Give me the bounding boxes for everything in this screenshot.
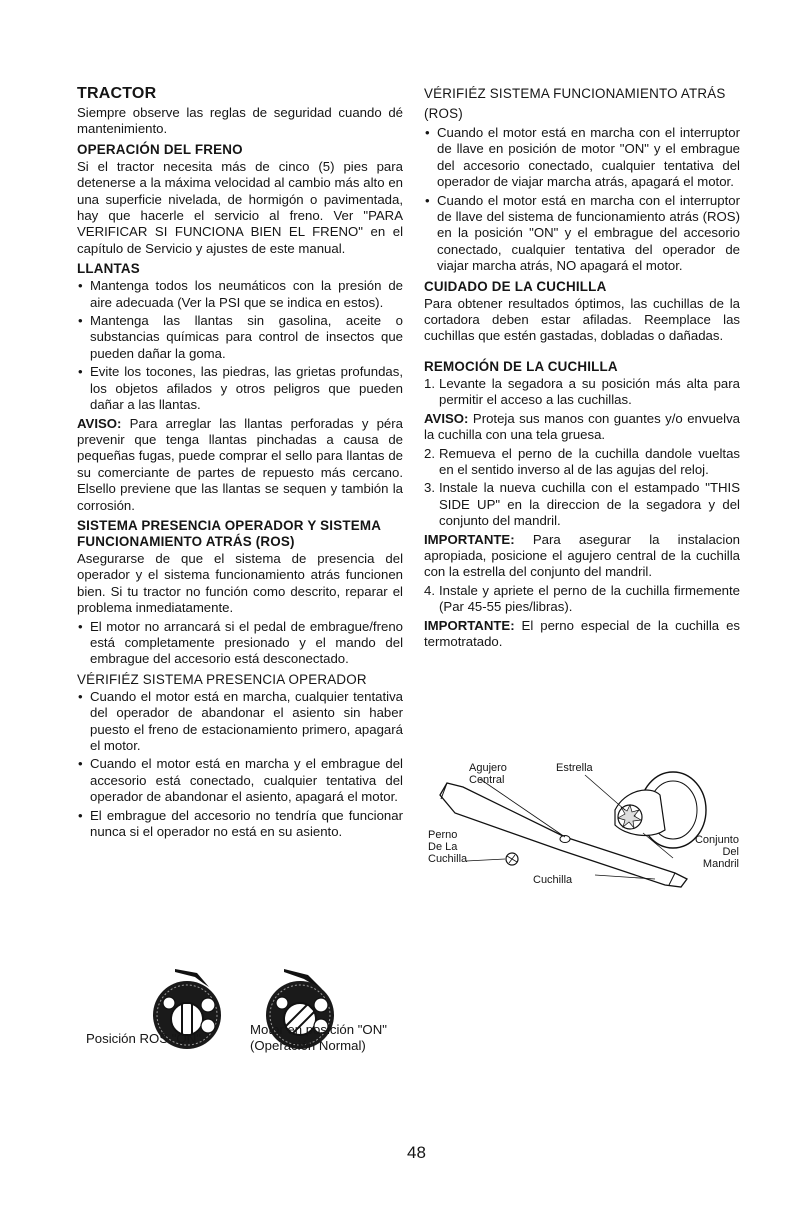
label-estrella: Estrella (556, 762, 593, 774)
page-number: 48 (407, 1143, 426, 1162)
blade-steps-b (424, 446, 740, 530)
step-number: 4. (424, 582, 435, 598)
tires-list (77, 278, 403, 413)
label-line: Cuchilla (428, 853, 468, 865)
ros-heading: VÉRIFIÉZ SISTEMA FUNCIONAMIENTO ATRÁS (ROS) (424, 86, 726, 121)
step-number: 3. (424, 480, 435, 496)
ros-list (424, 125, 740, 275)
list-item (424, 376, 740, 409)
list-item (424, 446, 740, 479)
blade-care-heading: CUIDADO DE LA CUCHILLA (424, 278, 607, 294)
list-item: • Cuando el motor está en marcha con el interruptor de llave del sistema de funcionamiento atrás (ROS) en la posición "ON" y el embrague del accesorio conectado, cualquier tentativa del operador de viajar marcha atrás, NO apagará el motor. (424, 193, 740, 275)
list-item: • El embrague del accesorio no tendría que funcionar nunca si el operador no está en su asiento. (77, 808, 403, 841)
warning-text: Para arreglar las llantas perforadas y péra prevenir que tenga llantas pinchadas a causa de pequeñas fugas, puede comprar el sello para llantas de su comerciante de partes de repuesto más cercano. Elsello previene que las llantas se sequen y tambión la corrosión. (77, 415, 403, 513)
important-label: IMPORTANTE: (424, 617, 515, 633)
tractor-heading: TRACTOR (77, 85, 157, 102)
caption-line: Motor en posición "ON" (250, 1022, 387, 1037)
right-column (424, 84, 740, 652)
verify-operator-heading: VÉRIFIÉZ SISTEMA PRESENCIA OPERADOR (77, 671, 367, 687)
label-conjunto (679, 834, 739, 870)
blade-steps-c (424, 583, 740, 616)
tires-warning (77, 416, 403, 514)
blade-steps-a (424, 376, 740, 409)
left-column (77, 84, 403, 842)
warning-text: Proteja sus manos con guantes y/o envuelva la cuchilla con una tela gruesa. (424, 410, 740, 443)
step-text: Instale la nueva cuchilla con el estampado "THIS SIDE UP" en la direccion de la segadora y del conjunto del mandril. (439, 480, 740, 529)
label-perno (428, 829, 467, 865)
step-number: 1. (424, 375, 435, 391)
system-text: Asegurarse de que el sistema de presencia del operador y el sistema funcionamiento atrás funcionen bien. Si tu tractor no función como descrito, reparar el problema inmediatamente. (77, 550, 403, 616)
caption-line: (Operación Normal) (250, 1038, 366, 1053)
warning-label: AVISO: (77, 415, 122, 431)
important-note-2 (424, 618, 740, 651)
blade-care-text: Para obtener resultados óptimos, las cuchillas de la cortadora deben estar afiladas. Reemplace las cuchillas que estén gastadas, dobladas o dañadas. (424, 295, 740, 344)
list-item: • Cuando el motor está en marcha y el embrague del accesorio está conectado, cualquier tentativa del operador de abandonar el asiento, apagará el motor. (77, 756, 403, 805)
label-line: Mandril (702, 858, 739, 870)
brake-text: Si el tractor necesita más de cinco (5) pies para detenerse a la máxima velocidad al cambio más alto en una superficie nivelada, de hormigón o pavimentada, hay que hacerle el servicio al freno. Ver "PARA VERIFICAR SI FUNCIONA BIEN EL FRENO" en el capítulo de Servicio y ajustes de este manual. (77, 158, 403, 256)
motor-on-caption (250, 1022, 387, 1054)
blade-removal-heading: REMOCIÓN DE LA CUCHILLA (424, 358, 618, 374)
label-line: Perno (428, 829, 458, 841)
verify-operator-list (77, 689, 403, 841)
blade-warning (424, 411, 740, 444)
important-text: El perno especial de la cuchilla es termotratado. (424, 617, 740, 649)
list-item: • El motor no arrancará si el pedal de embrague/freno está completamente presionado y el mando del embrague del accesorio está desconectado. (77, 619, 403, 668)
tires-heading: LLANTAS (77, 261, 140, 277)
list-item: • Cuando el motor está en marcha, cualquier tentativa del operador de abandonar el asiento sin haber puesto el freno de estacionamiento primero, apagará el motor. (77, 689, 403, 755)
system-heading: SISTEMA PRESENCIA OPERADOR Y SISTEMA FUNCIONAMIENTO ATRÁS (ROS) (77, 517, 381, 549)
important-label: IMPORTANTE: (424, 531, 515, 547)
label-line: De La (428, 841, 458, 853)
step-text: Levante la segadora a su posición más alta para permitir el acceso a las cuchillas. (439, 375, 740, 408)
list-item (424, 583, 740, 616)
label-cuchilla: Cuchilla (533, 874, 573, 886)
list-item: • Mantenga todos los neumáticos con la presión de aire adecuada (Ver la PSI que se indica en estos). (77, 278, 403, 311)
warning-label: AVISO: (424, 410, 469, 426)
list-item: • Cuando el motor está en marcha con el interruptor de llave en posición de motor "ON" y el embrague del accesorio conectado, cualquier tentativa del operador de viajar marcha atrás, apagará el motor. (424, 125, 740, 191)
label-line: Conjunto Del (694, 834, 739, 858)
step-text: Instale y apriete el perno de la cuchilla firmemente (Par 45-55 pies/libras). (439, 582, 740, 615)
important-text: Para asegurar la instalacion apropiada, posicione el agujero central de la cuchilla con la estrella del conjunto del mandril. (424, 531, 740, 580)
important-note-1 (424, 532, 740, 581)
label-line: Agujero (469, 762, 507, 774)
list-item: • Evite los tocones, las piedras, las grietas profundas, los objetos afilados y otros peligros que pueden dañar a las llantas. (77, 364, 403, 413)
ros-on-caption: Posición ROS "ON" (86, 1031, 201, 1046)
step-text: Remueva el perno de la cuchilla dandole vueltas en el sentido inverso al de las agujas del reloj. (439, 445, 740, 477)
list-item: • Mantenga las llantas sin gasolina, aceite o substancias químicas para control de insectos que pueden dañar la goma. (77, 313, 403, 362)
system-list (77, 619, 403, 668)
tractor-text: Siempre observe las reglas de seguridad cuando dé mantenimiento. (77, 105, 403, 137)
brake-heading: OPERACIÓN DEL FRENO (77, 141, 243, 157)
list-item (424, 480, 740, 529)
label-line: Central (469, 774, 505, 786)
step-number: 2. (424, 445, 435, 461)
label-agujero (469, 762, 507, 786)
